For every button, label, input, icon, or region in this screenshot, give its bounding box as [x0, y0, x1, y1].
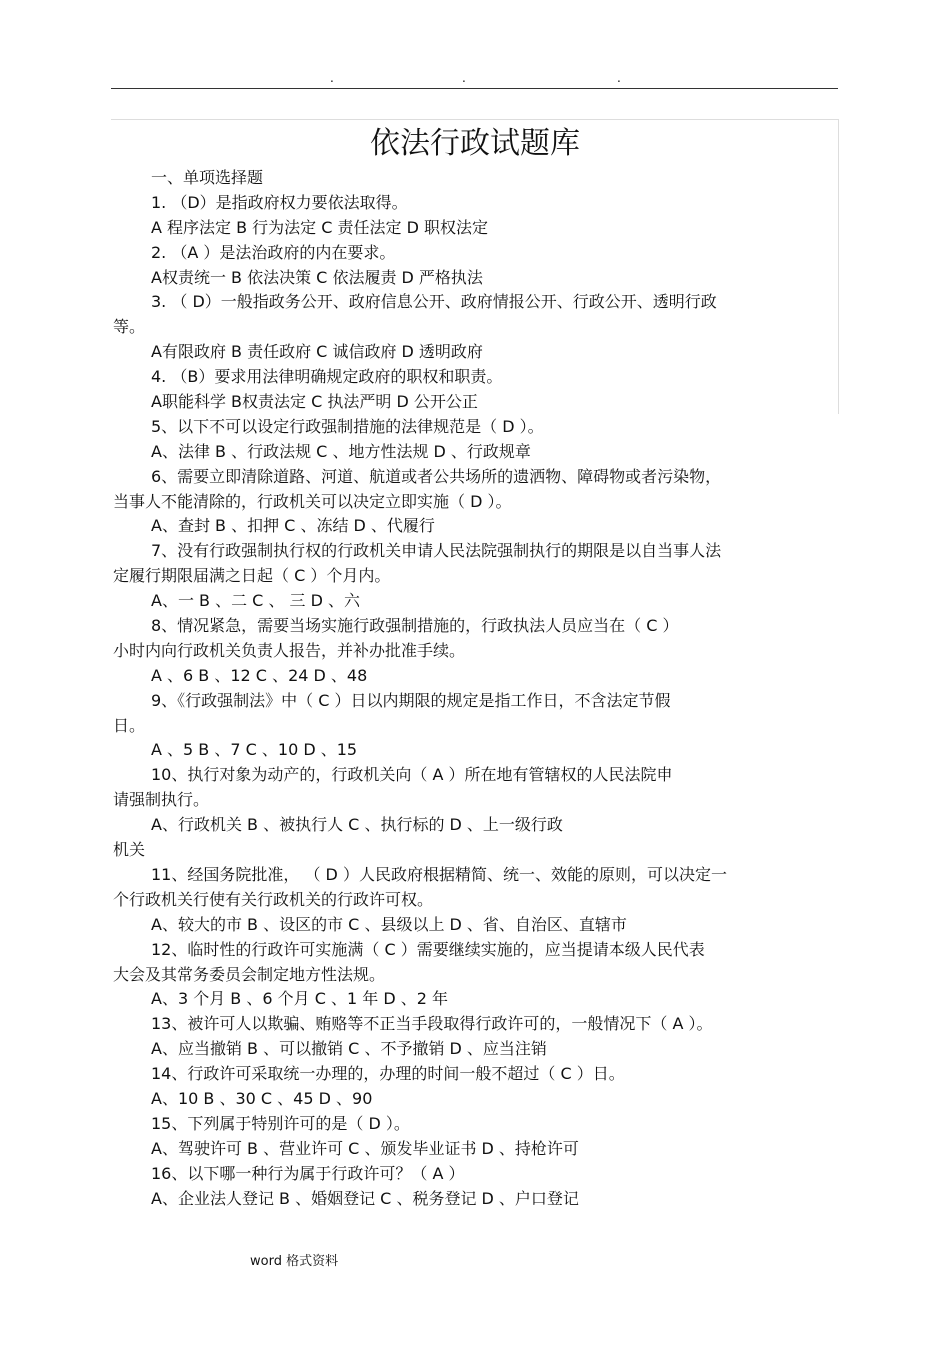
text-line: 3. （ D）一般指政务公开、政府信息公开、政府情报公开、行政公开、透明行政 [151, 292, 717, 312]
header-rule [111, 88, 838, 89]
text-line: 14、行政许可采取统一办理的，办理的时间一般不超过（ C ）日。 [151, 1064, 625, 1084]
text-line: 大会及其常务委员会制定地方性法规。 [113, 964, 386, 984]
text-line: 11、经国务院批准， （ D ）人民政府根据精简、统一、效能的原则，可以决定一 [151, 864, 727, 884]
text-line: 等。 [113, 317, 146, 337]
frame-top-border [111, 119, 838, 120]
question-body [113, 166, 838, 1211]
text-line: A、一 B 、二 C 、 三 D 、六 [151, 591, 361, 611]
header-dot: . [330, 71, 334, 85]
text-line: 日。 [113, 715, 146, 735]
text-line: 8、情况紧急，需要当场实施行政强制措施的，行政执法人员应当在（ C ） [151, 616, 679, 636]
text-line: A、法律 B 、行政法规 C 、地方性法规 D 、行政规章 [151, 441, 531, 461]
text-line: A职能科学 B权责法定 C 执法严明 D 公开公正 [151, 392, 478, 412]
text-line: 4. （B）要求用法律明确规定政府的职权和职责。 [151, 367, 503, 387]
text-line: 10、执行对象为动产的，行政机关向（ A ）所在地有管辖权的人民法院申 [151, 765, 673, 785]
header-dots [0, 72, 950, 86]
text-line: A 、5 B 、7 C 、10 D 、15 [151, 740, 358, 760]
text-line: 小时内向行政机关负责人报告，并补办批准手续。 [113, 640, 466, 660]
text-line: A 、6 B 、12 C 、24 D 、48 [151, 665, 368, 685]
text-line: 1. （D）是指政府权力要依法取得。 [151, 192, 408, 212]
text-line: 当事人不能清除的，行政机关可以决定立即实施（ D ）。 [113, 491, 512, 511]
text-line: 16、以下哪一种行为属于行政许可？（ A ） [151, 1163, 465, 1183]
text-line: 6、需要立即清除道路、河道、航道或者公共场所的遗洒物、障碍物或者污染物， [151, 466, 722, 486]
text-line: A 程序法定 B 行为法定 C 责任法定 D 职权法定 [151, 217, 489, 237]
text-line: 定履行期限届满之日起（ C ）个月内。 [113, 566, 391, 586]
text-line: A、查封 B 、扣押 C 、冻结 D 、代履行 [151, 516, 435, 536]
header-dot: . [617, 71, 621, 85]
text-line: 机关 [113, 840, 146, 860]
text-line: 请强制执行。 [113, 790, 210, 810]
text-line: 个行政机关行使有关行政机关的行政许可权。 [113, 889, 434, 909]
text-line: 9、《行政强制法》中（ C ）日以内期限的规定是指工作日，不含法定节假 [151, 690, 671, 710]
text-line: A、应当撤销 B 、可以撤销 C 、不予撤销 D 、应当注销 [151, 1039, 547, 1059]
text-line: 13、被许可人以欺骗、贿赂等不正当手段取得行政许可的，一般情况下（ A ）。 [151, 1014, 713, 1034]
text-line: A、3 个月 B 、6 个月 C 、1 年 D 、2 年 [151, 989, 448, 1009]
text-line: 一、单项选择题 [151, 168, 264, 187]
text-line: A、行政机关 B 、被执行人 C 、执行标的 D 、上一级行政 [151, 815, 563, 835]
text-line: A、较大的市 B 、设区的市 C 、县级以上 D 、省、自治区、直辖市 [151, 914, 627, 934]
text-line: A、驾驶许可 B 、营业许可 C 、颁发毕业证书 D 、持枪许可 [151, 1138, 579, 1158]
text-line: A、企业法人登记 B 、婚姻登记 C 、税务登记 D 、户口登记 [151, 1188, 579, 1208]
text-line: 15、下列属于特别许可的是（ D ）。 [151, 1113, 410, 1133]
text-line: A权责统一 B 依法决策 C 依法履责 D 严格执法 [151, 267, 483, 287]
document-title: 依法行政试题库 [370, 126, 580, 161]
text-line: 5、以下不可以设定行政强制措施的法律规范是（ D ）。 [151, 416, 544, 436]
text-line: 7、没有行政强制执行权的行政机关申请人民法院强制执行的期限是以自当事人法 [151, 541, 722, 561]
text-line: 12、临时性的行政许可实施满（ C ）需要继续实施的，应当提请本级人民代表 [151, 939, 705, 959]
page-footer: word 格式资料 [250, 1254, 339, 1269]
text-line: A、10 B 、30 C 、45 D 、90 [151, 1088, 373, 1108]
header-dot: . [462, 71, 466, 85]
text-line: 2. （A ）是法治政府的内在要求。 [151, 242, 396, 262]
text-line: A有限政府 B 责任政府 C 诚信政府 D 透明政府 [151, 342, 483, 362]
